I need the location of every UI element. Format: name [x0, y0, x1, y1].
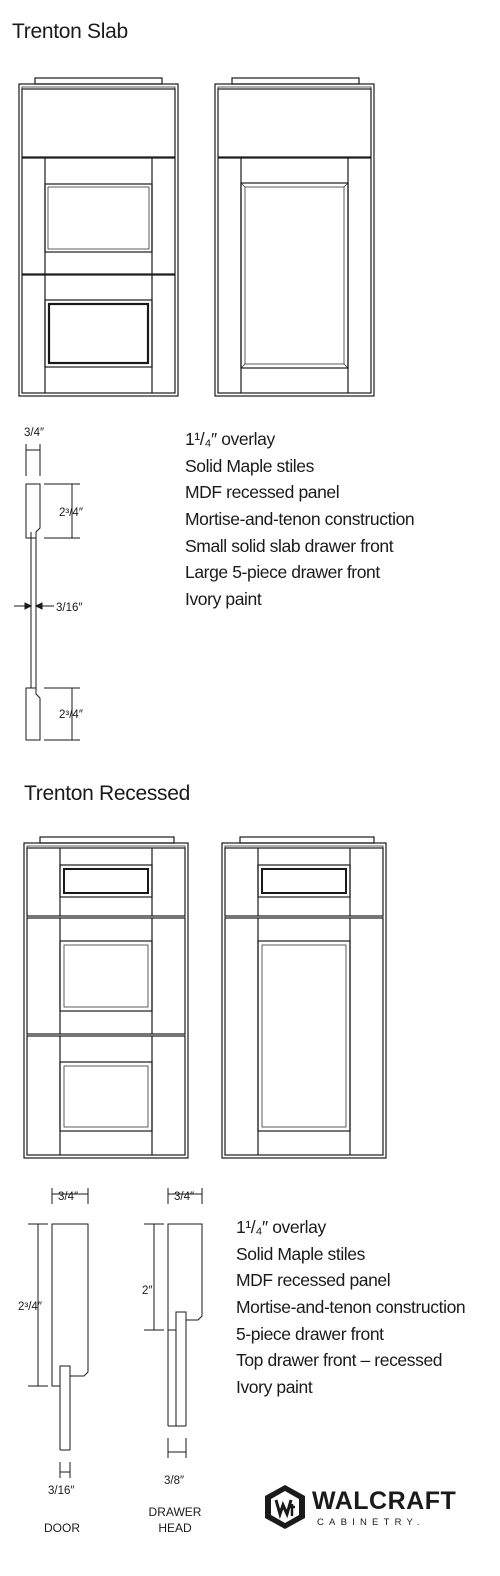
spec-item: Solid Maple stiles: [185, 455, 314, 476]
recessed-elevations: [0, 825, 500, 1165]
door-dim-height: 2³/4″: [18, 1301, 42, 1313]
recessed-bottom-drawer-front: [27, 1036, 185, 1155]
spec-item: MDF recessed panel: [236, 1270, 391, 1291]
drawer-head-profile: [144, 1188, 202, 1458]
slab-spec-list: [185, 426, 414, 613]
walcraft-hexagon-icon: [262, 1483, 308, 1531]
door-profile: [28, 1188, 88, 1478]
drawer-caption-line2: HEAD: [158, 1521, 192, 1535]
spec-item: Ivory paint: [185, 589, 262, 610]
spec-item: Small solid slab drawer front: [185, 535, 394, 556]
door-dim-panel: 3/16″: [48, 1485, 75, 1497]
door-caption: DOOR: [44, 1521, 80, 1535]
spec-item: MDF recessed panel: [185, 482, 340, 503]
slab-profile-section: [0, 420, 180, 750]
spec-item: Mortise-and-tenon construction: [185, 509, 415, 530]
slab-dim-top: 3/4″: [24, 427, 45, 439]
drawer-head-rail-profile: [168, 1224, 202, 1330]
spec-item: Mortise-and-tenon construction: [236, 1297, 466, 1318]
slab-door-base-cabinet: [215, 78, 374, 396]
spec-item: Large 5-piece drawer front: [185, 562, 380, 583]
spec-item: 5-piece drawer front: [236, 1323, 384, 1344]
drawer-dim-height: 2″: [142, 1285, 153, 1297]
recessed-door-base-cabinet: [222, 837, 386, 1158]
drawer-dim-panel: 3/8″: [164, 1475, 185, 1487]
door-dim-top: 3/4″: [58, 1191, 79, 1203]
brand-name: WALCRAFT: [312, 1487, 457, 1515]
drawer-dim-top: 3/4″: [174, 1191, 195, 1203]
recessed-drawer-base-cabinet: [24, 837, 188, 1158]
slab-drawer-base-cabinet: [19, 78, 178, 396]
slab-door-cabinet-drawer: [218, 89, 371, 157]
recessed-profile-sections: [0, 1180, 240, 1570]
recessed-spec-list: [236, 1214, 465, 1401]
recessed-top-drawer-front: [27, 848, 185, 916]
slab-top-drawer-front: [22, 89, 175, 157]
drawer-caption-line1: DRAWER: [148, 1505, 202, 1519]
slab-dim-rail-upper: 2³/4″: [59, 507, 83, 519]
spec-item: 1¹/₄″ overlay: [185, 429, 275, 449]
recessed-door: [225, 918, 383, 1155]
slab-title: Trenton Slab: [12, 20, 128, 43]
slab-lower-rail-profile: [26, 688, 40, 740]
door-rail-profile: [52, 1224, 88, 1386]
slab-dim-panel: 3/16″: [56, 602, 83, 614]
brand-subtitle: CABINETRY.: [317, 1517, 425, 1528]
recessed-door-cabinet-drawer: [225, 848, 383, 916]
spec-item: Top drawer front – recessed: [236, 1350, 443, 1371]
slab-upper-rail-profile: [26, 484, 40, 538]
spec-item: 1¹/₄″ overlay: [236, 1217, 326, 1237]
slab-elevations: [0, 60, 500, 410]
walcraft-logo: [262, 1483, 462, 1543]
spec-item: Solid Maple stiles: [236, 1243, 365, 1264]
spec-item: Ivory paint: [236, 1377, 313, 1398]
recessed-middle-drawer-front: [27, 918, 185, 1034]
recessed-title: Trenton Recessed: [24, 782, 191, 805]
slab-dim-rail-lower: 2³/4″: [59, 709, 83, 721]
